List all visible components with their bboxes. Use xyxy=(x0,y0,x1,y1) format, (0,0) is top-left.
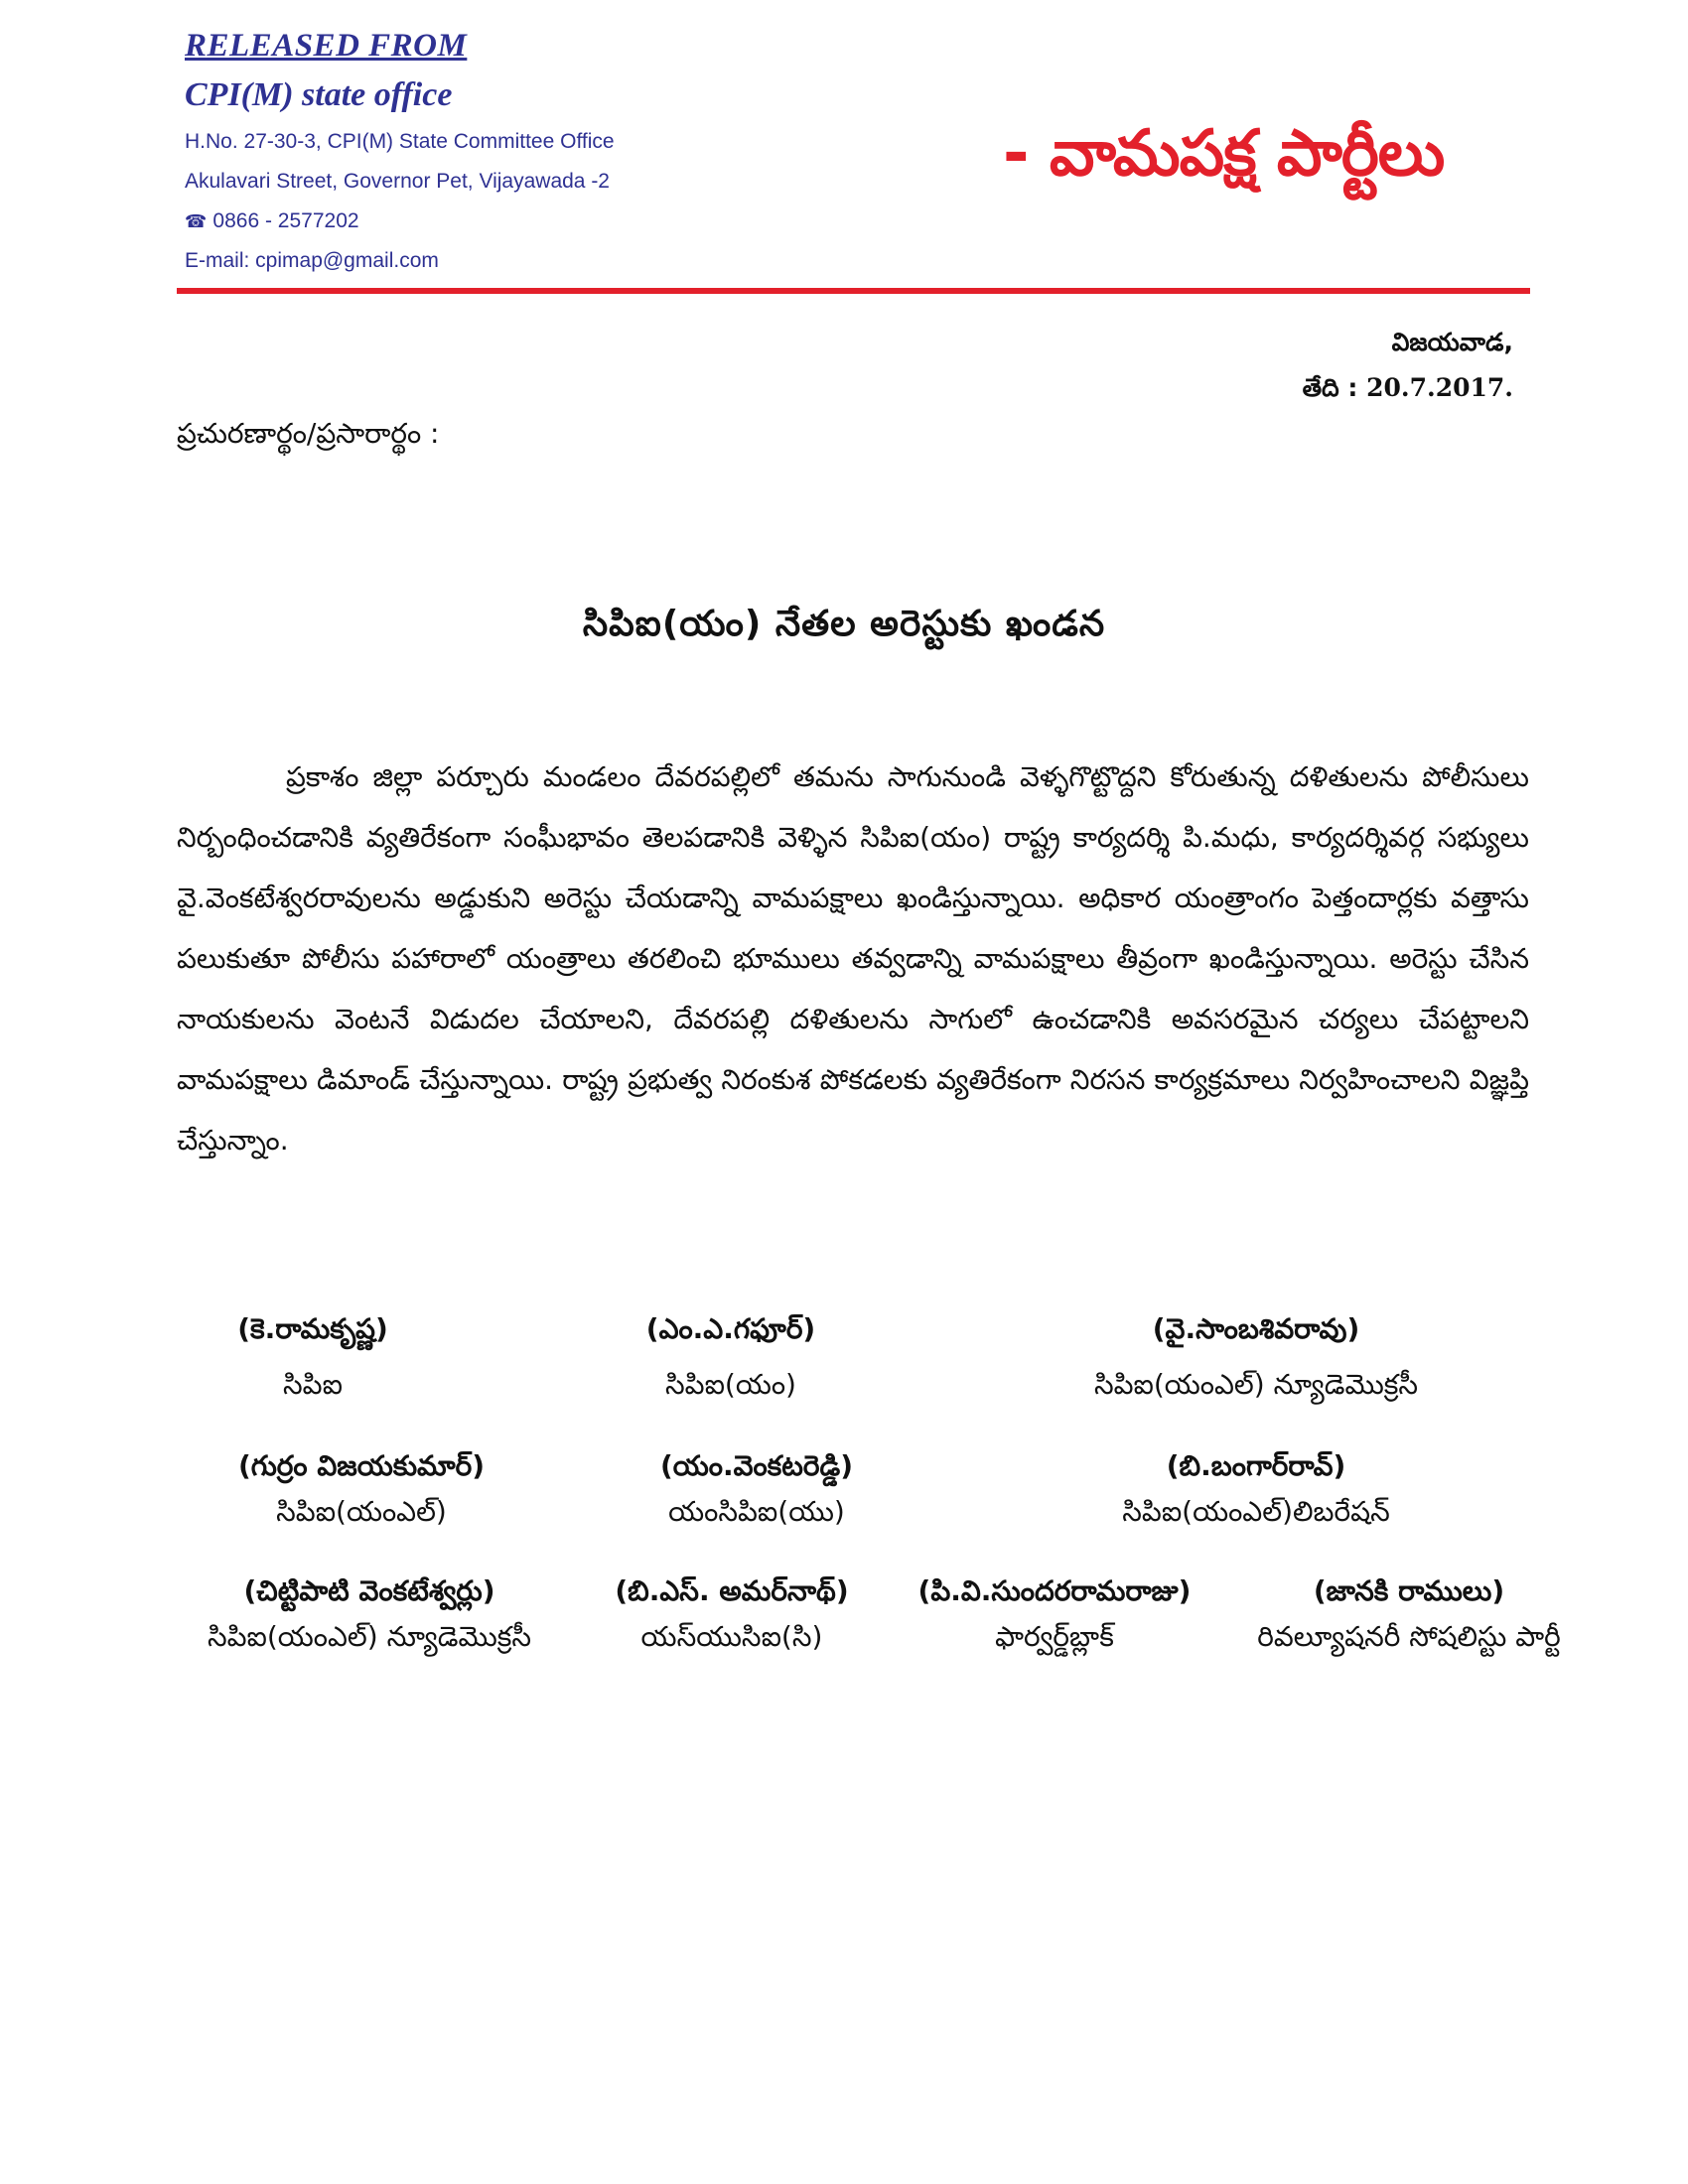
signatory-2 xyxy=(646,1312,815,1408)
signatory-party: సిపిఐ(యంఎల్) న్యూడెమొక్రసీ xyxy=(1093,1368,1419,1401)
press-release-body: ప్రకాశం జిల్లా పర్చూరు మండలం దేవరపల్లిలో తమను సాగునుండి వెళ్ళగొట్టొద్దని కోరుతున్న దళితులను పోలీసులు నిర్బంధించడానికి వ్యతిరేకంగా సంఘీభావం తెలపడానికి వెళ్ళిన సిపిఐ(యం) రాష్ట్ర కార్యదర్శి పి.మధు, కార్యదర్శివర్గ సభ్యులు వై.వెంకటేశ్వరరావులను అడ్డుకుని అరెస్టు చేయడాన్ని వామపక్షాలు ఖండిస్తున్నాయి. అధికార యంత్రాంగం పెత్తందార్లకు వత్తాసు పలుకుతూ పోలీసు పహారాలో యంత్రాలు తరలించి భూములు తవ్వడాన్ని వామపక్షాలు తీవ్రంగా ఖండిస్తున్నాయి. అరెస్టు చేసిన నాయకులను వెంటనే విడుదల చేయాలని, దేవరపల్లి దళితులను సాగులో ఉంచడానికి అవసరమైన చర్యలు చేపట్టాలని వామపక్షాలు డిమాండ్ చేస్తున్నాయి. రాష్ట్ర ప్రభుత్వ నిరంకుశ పోకడలకు వ్యతిరేకంగా నిరసన కార్యక్రమాలు నిర్వహించాలని విజ్ఞప్తి చేస్తున్నాం. xyxy=(177,760,1529,1157)
signatory-9 xyxy=(918,1574,1192,1660)
signatory-7 xyxy=(208,1574,531,1660)
header-divider xyxy=(177,288,1530,294)
email-line: E-mail: cpimap@gmail.com xyxy=(185,249,439,272)
signatory-party: సిపిఐ(యంఎల్)లిబరేషన్ xyxy=(1122,1495,1390,1528)
office-title: CPI(M) state office xyxy=(185,76,453,113)
signatory-name: (బి.ఎస్. అమర్‌నాథ్) xyxy=(615,1574,849,1607)
signatory-name: (జానకి రాములు) xyxy=(1313,1574,1505,1607)
signatory-name: (చిట్టిపాటి వెంకటేశ్వర్లు) xyxy=(243,1574,495,1607)
signatory-4 xyxy=(238,1449,485,1535)
date-value: 20.7.2017. xyxy=(1366,373,1513,402)
signatory-party: యస్‌యుసిఐ(సి) xyxy=(640,1620,823,1653)
date-label: తేది : xyxy=(1302,373,1358,402)
left-parties-heading: - వామపక్ష పార్టీలు xyxy=(1003,117,1445,191)
signatory-3 xyxy=(1094,1312,1418,1408)
signatory-6 xyxy=(1122,1449,1389,1535)
signatory-name: (పి.వి.సుందరరామరాజు) xyxy=(917,1574,1192,1607)
signatory-1 xyxy=(237,1312,388,1408)
released-from-heading: RELEASED FROM xyxy=(185,28,468,64)
signatory-8 xyxy=(615,1574,848,1660)
signatory-name: (కె.రామకృష్ణ) xyxy=(237,1312,388,1345)
signatory-party: సిపిఐ(యంఎల్) న్యూడెమొక్రసీ xyxy=(207,1620,532,1653)
signatory-party: యంసిపిఐ(యు) xyxy=(668,1495,845,1528)
signatory-party: ఫార్వర్డ్‌బ్లాక్ xyxy=(995,1620,1114,1653)
signatory-party: రివల్యూషనరీ సోషలిస్టు పార్టీ xyxy=(1257,1620,1561,1653)
address-line-2: Akulavari Street, Governor Pet, Vijayawada -2 xyxy=(185,170,610,193)
signatory-name: (బి.బంగార్‌రావ్) xyxy=(1166,1449,1346,1482)
press-release-title: సిపిఐ(యం) నేతల అరెస్టుకు ఖండన xyxy=(582,604,1106,644)
signatory-party: సిపిఐ(యం) xyxy=(665,1368,796,1401)
for-publication-label: ప్రచురణార్థం/ప్రసారార్థం : xyxy=(177,417,440,450)
signatory-name: (యం.వెంకటరెడ్డి) xyxy=(659,1449,854,1482)
signatory-name: (వై.సాంబశివరావు) xyxy=(1152,1312,1360,1345)
signatory-party: సిపిఐ xyxy=(283,1368,343,1401)
letterhead-address-block xyxy=(185,28,615,273)
signatory-5 xyxy=(660,1449,853,1535)
signatory-name: (ఎం.ఎ.గఫూర్) xyxy=(645,1312,816,1345)
phone-line xyxy=(185,209,615,233)
telephone-icon: ☎ xyxy=(185,211,208,232)
address-line-1: H.No. 27-30-3, CPI(M) State Committee Office xyxy=(185,130,615,153)
phone-number: 0866 - 2577202 xyxy=(212,209,359,232)
date-line xyxy=(1303,373,1513,409)
signatory-10 xyxy=(1257,1574,1560,1660)
signatory-party: సిపిఐ(యంఎల్) xyxy=(276,1495,447,1528)
signatory-name: (గుర్రం విజయకుమార్) xyxy=(237,1449,486,1482)
place-line: విజయవాడ, xyxy=(1391,328,1513,356)
